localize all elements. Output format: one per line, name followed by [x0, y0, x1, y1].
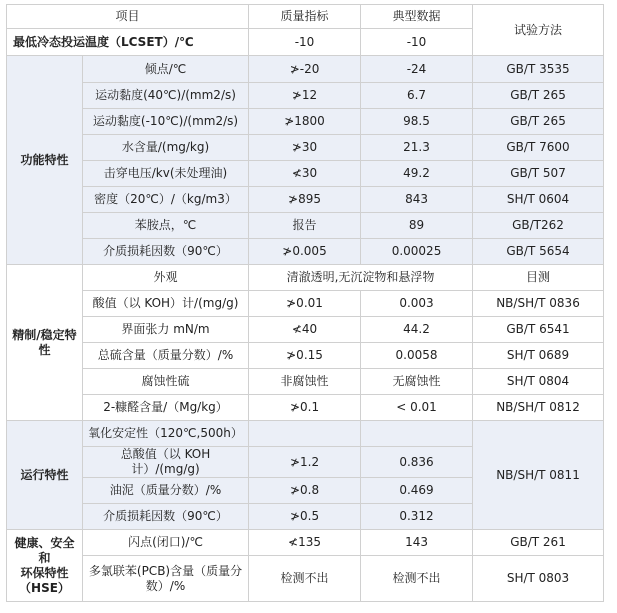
group-label-operation: 运行特性: [7, 421, 83, 530]
table-row: [7, 56, 604, 83]
table-row: [7, 421, 604, 447]
group-label-hse-line: 健康、安全和: [14, 535, 75, 565]
row-typical: 6.7: [361, 83, 473, 109]
row-spec: 检测不出: [249, 556, 361, 602]
row-spec: ≯0.5: [249, 504, 361, 530]
cold-start-spec: -10: [249, 29, 361, 56]
row-spec: ≮30: [249, 161, 361, 187]
row-typical: 0.836: [361, 447, 473, 478]
row-typical: 98.5: [361, 109, 473, 135]
row-item: 介质损耗因数（90℃）: [83, 504, 249, 530]
row-typical: 0.003: [361, 291, 473, 317]
row-typical: 0.469: [361, 478, 473, 504]
col-header-spec: 质量指标: [249, 5, 361, 29]
row-typical: 0.0058: [361, 343, 473, 369]
row-spec: ≯0.005: [249, 239, 361, 265]
col-header-typical: 典型数据: [361, 5, 473, 29]
table-row: [7, 530, 604, 556]
cold-start-typical: -10: [361, 29, 473, 56]
table-row: [7, 369, 604, 395]
group-label-function: 功能特性: [7, 56, 83, 265]
row-method: SH/T 0804: [473, 369, 604, 395]
row-item: 闪点(闭口)/℃: [83, 530, 249, 556]
table-row: [7, 187, 604, 213]
row-typical: 44.2: [361, 317, 473, 343]
row-method: SH/T 0689: [473, 343, 604, 369]
row-method-merged: NB/SH/T 0811: [473, 421, 604, 530]
row-method: GB/T 261: [473, 530, 604, 556]
row-typical: 0.312: [361, 504, 473, 530]
row-typical: 0.00025: [361, 239, 473, 265]
table-row: [7, 161, 604, 187]
row-typical: 无腐蚀性: [361, 369, 473, 395]
row-method: GB/T 3535: [473, 56, 604, 83]
row-typical: 49.2: [361, 161, 473, 187]
row-spec: 非腐蚀性: [249, 369, 361, 395]
row-spec: ≮135: [249, 530, 361, 556]
row-typical: 143: [361, 530, 473, 556]
table-row: [7, 343, 604, 369]
row-method: GB/T 265: [473, 83, 604, 109]
row-merged-value: 清澈透明,无沉淀物和悬浮物: [249, 265, 473, 291]
row-spec: ≯12: [249, 83, 361, 109]
row-item: 腐蚀性硫: [83, 369, 249, 395]
row-item: 击穿电压/kv(未处理油): [83, 161, 249, 187]
col-header-item: 项目: [7, 5, 249, 29]
row-item: 运动黏度(-10℃)/(mm2/s): [83, 109, 249, 135]
row-spec: ≯895: [249, 187, 361, 213]
row-typical: < 0.01: [361, 395, 473, 421]
row-method: GB/T 507: [473, 161, 604, 187]
header-row: [7, 5, 604, 29]
row-item: [83, 556, 249, 602]
row-item: 油泥（质量分数）/%: [83, 478, 249, 504]
row-spec: ≯1800: [249, 109, 361, 135]
row-item: 密度（20℃）/（kg/m3）: [83, 187, 249, 213]
row-typical: 89: [361, 213, 473, 239]
table-row: [7, 83, 604, 109]
row-item: 酸值（以 KOH）计/(mg/g): [83, 291, 249, 317]
row-item: 界面张力 mN/m: [83, 317, 249, 343]
row-method: SH/T 0604: [473, 187, 604, 213]
row-item: 总硫含量（质量分数）/%: [83, 343, 249, 369]
row-item: 2-糠醛含量/（Mg/kg）: [83, 395, 249, 421]
col-header-method: 试验方法: [473, 5, 604, 56]
row-item: 倾点/℃: [83, 56, 249, 83]
row-item-line: 多氯联苯(PCB)含量（质量分: [88, 563, 243, 578]
row-item: 介质损耗因数（90℃）: [83, 239, 249, 265]
spec-table: [6, 4, 604, 602]
row-method: GB/T 265: [473, 109, 604, 135]
group-label-refining: 精制/稳定特性: [7, 265, 83, 421]
row-item-line: 数）/%: [145, 578, 186, 593]
table-row: [7, 265, 604, 291]
row-spec: ≯0.01: [249, 291, 361, 317]
row-method: GB/T 7600: [473, 135, 604, 161]
row-method: GB/T 5654: [473, 239, 604, 265]
row-item: 总酸值（以 KOH 计）/(mg/g): [83, 447, 249, 478]
row-spec: [249, 421, 361, 447]
row-spec: 报告: [249, 213, 361, 239]
table-row: [7, 317, 604, 343]
table-row: [7, 135, 604, 161]
row-spec: ≯-20: [249, 56, 361, 83]
row-typical: 21.3: [361, 135, 473, 161]
row-method: SH/T 0803: [473, 556, 604, 602]
row-typical: -24: [361, 56, 473, 83]
row-item: 运动黏度(40℃)/(mm2/s): [83, 83, 249, 109]
table-row: [7, 395, 604, 421]
group-label-hse: [7, 530, 83, 602]
group-label-hse-line: （HSE）: [19, 580, 70, 595]
table-row: [7, 556, 604, 602]
row-spec: ≯1.2: [249, 447, 361, 478]
row-spec: ≮40: [249, 317, 361, 343]
row-item: 水含量/(mg/kg): [83, 135, 249, 161]
row-method: 目测: [473, 265, 604, 291]
row-method: NB/SH/T 0812: [473, 395, 604, 421]
row-item: 苯胺点，℃: [83, 213, 249, 239]
row-spec: ≯0.15: [249, 343, 361, 369]
table-row: [7, 291, 604, 317]
row-typical: 843: [361, 187, 473, 213]
row-typical: 检测不出: [361, 556, 473, 602]
row-method: GB/T262: [473, 213, 604, 239]
table-row: [7, 109, 604, 135]
cold-start-label: 最低冷态投运温度（LCSET）/℃: [7, 29, 249, 56]
table-row: [7, 213, 604, 239]
row-spec: ≯0.1: [249, 395, 361, 421]
row-item: 外观: [83, 265, 249, 291]
row-spec: ≯30: [249, 135, 361, 161]
row-method: GB/T 6541: [473, 317, 604, 343]
table-row: [7, 239, 604, 265]
row-method: NB/SH/T 0836: [473, 291, 604, 317]
row-item: 氧化安定性（120℃,500h）: [83, 421, 249, 447]
group-label-hse-line: 环保特性: [20, 565, 69, 580]
row-spec: ≯0.8: [249, 478, 361, 504]
row-typical: [361, 421, 473, 447]
